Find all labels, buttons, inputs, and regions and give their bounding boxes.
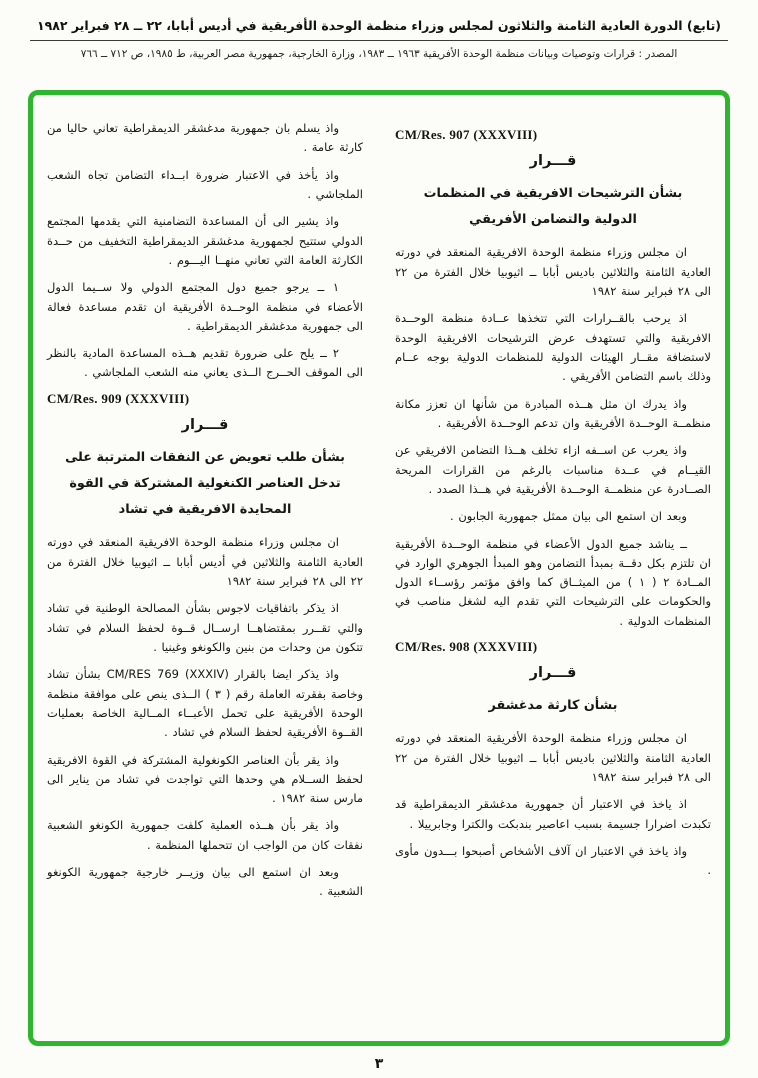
res-908-number: CM/Res. 908 (XXXVIII) bbox=[395, 639, 538, 655]
page-number: ٣ bbox=[374, 1056, 384, 1072]
paragraph: ان مجلس وزراء منظمة الوحدة الافريقية المنعقد في دورته العادية الثامنة والثلاثين في أديس أبابا ــ اثيوبيا خلال الفترة من ٢٢ الى ٢٨ فبراير سنة ١٩٨٢ bbox=[47, 535, 363, 589]
paragraph: ــ يناشد جميع الدول الأعضاء في منظمة الوحــدة الأفريقية ان تلتزم بكل دقــة بمبدأ التضامن وهو المبدأ الجوهري الوارد في المــادة ٢ ( ١ ) من الميثــاق كما وافق مؤتمر رؤســاء الدول والحكومات على الترشيحات التي تقدم اليه لشغل مناصب في المنظمات الدولية . bbox=[395, 536, 711, 628]
res-909-subject: بشأن طلب تعويض عن النفقات المترتبة على تدخل العناصر الكنغولية المشتركة في القوة المحايدة الافريقية في تشاد bbox=[65, 449, 345, 518]
res-907-subject: بشأن الترشيحات الافريقية في المنظمات الدولية والتضامن الأفريقي bbox=[423, 186, 683, 228]
paragraph: واذ يذكر ايضا بالقرار CM/RES 769 (XXXIV) بشأن تشاد وخاصة بفقرته العاملة رقم ( ٣ ) الــذى ينص على موافقة منظمة الوحدة الأفريقية على تحمل الأعبــاء المــالية الخاصة بعمليات القــوة الأفريقية لحفظ السلام في تشاد . bbox=[47, 667, 364, 740]
left-column bbox=[47, 119, 363, 1027]
res-909-number: CM/Res. 909 (XXXVIII) bbox=[47, 390, 190, 406]
paragraph: واذ يعرب عن اســفه ازاء تخلف هــذا التضامن الافريقي عن القيــام في عــدة مناسبات بالرغم من القرارات المريحة الصــادرة عن منظمــة الوحــدة الأفريقية في هــذا الصدد . bbox=[395, 443, 711, 496]
paragraph: واذ يشير الى أن المساعدة التضامنية التي يقدمها المجتمع الدولي ستتيح لجمهورية مدغشقر الديمقراطية التخفيف من حــدة الكارثة العامة التي تعاني منهــا اليـــوم . bbox=[47, 214, 363, 267]
paragraph: ان مجلس وزراء منظمة الوحدة الافريقية المنعقد في دورته العادية الثامنة والثلاثين باديس أبابا ــ اثيوبيا خلال الفترة من ٢٢ الى ٢٨ فبراير سنة ١٩٨٢ bbox=[395, 245, 711, 299]
res-909-heading: قـــرار bbox=[181, 416, 229, 433]
res-908-subject: بشأن كارثة مدغشقر bbox=[488, 698, 618, 714]
header-title: (تابع) الدورة العادية الثامنة والثلاثون لمجلس وزراء منظمة الوحدة الأفريقية في أديس أبابا، ٢٢ ــ ٢٨ فبراير ١٩٨٢ bbox=[37, 18, 721, 33]
paragraph: اذ يذكر باتفاقيات لاجوس بشأن المصالحة الوطنية في تشاد والتي تقــرر بمقتضاهــا ارســال قــوة لحفظ السلام في تشاد تتكون من وحدات من بنين والكونغو وغينيا . bbox=[47, 601, 363, 654]
paragraph: اذ يرحب بالقــرارات التي تتخذها عــادة منظمة الوحــدة الافريقية والتي تستهدف عرض الترشيحات الافريقية الوحدة لاستضافة مقــار الهيئات الدولية للمنظمات الدولية بوجه عــام وذلك باسم التضامن الأفريقي . bbox=[395, 311, 711, 384]
header-source: المصدر : قرارات وتوصيات وبيانات منظمة الوحدة الأفريقية ١٩٦٣ ــ ١٩٨٣، وزارة الخارجية، جمهورية مصر العربية، ط ١٩٨٥، ص ٧١٢ ــ ٧٦٦ bbox=[80, 48, 678, 60]
page-header bbox=[0, 0, 758, 63]
res-907-number: CM/Res. 907 (XXXVIII) bbox=[395, 127, 538, 142]
text-columns bbox=[47, 119, 711, 1027]
header-divider bbox=[30, 40, 728, 41]
right-column bbox=[395, 119, 711, 1027]
paragraph: واذ يسلم بان جمهورية مدغشقر الديمقراطية تعاني حاليا من كارثة عامة . bbox=[47, 121, 363, 155]
paragraph: ان مجلس وزراء منظمة الوحدة الأفريقية المنعقد في دورته العادية الثامنة والثلاثين باديس أبابا ــ اثيوبيا خلال الفترة من ٢٢ الى ٢٨ فبراير سنة ١٩٨٢ bbox=[395, 731, 711, 784]
paragraph: واذ يأخذ في الاعتبار ضرورة ابــداء التضامن تجاه الشعب الملجاشي . bbox=[47, 167, 363, 201]
res-908-heading: قـــرار bbox=[529, 665, 577, 682]
paragraph: واذ يقر بأن العناصر الكونغولية المشتركة في القوة الافريقية لحفظ الســلام هي وحدها التي تواجدت في تشاد من يناير الى مارس سنة ١٩٨٢ . bbox=[47, 752, 363, 806]
paragraph: اذ ياخذ في الاعتبار أن جمهورية مدغشقر الديمقراطية قد تكبدت اضرارا جسيمة بسبب اعاصير بندبكت والكترا وجابرييلا . bbox=[395, 797, 711, 831]
paragraph: واذ ياخذ في الاعتبار ان آلاف الأشخاص أصبحوا بـــدون مأوى . bbox=[395, 843, 711, 878]
paragraph: وبعد ان استمع الى بيان ممثل جمهورية الجابون . bbox=[450, 509, 687, 524]
green-frame bbox=[28, 90, 730, 1046]
paragraph: ١ ــ يرجو جميع دول المجتمع الدولي ولا ســيما الدول الأعضاء في منظمة الوحــدة الأفريقية ان تقدم مساعدة فعالة الى جمهورية مدغشقر الديمقراطية . bbox=[47, 280, 363, 333]
res-907-heading: قـــرار bbox=[529, 153, 577, 169]
paragraph: واذ يدرك ان مثل هــذه المبادرة من شأنها ان تعزز مكانة منظمــة الوحــدة الأفريقية وان تدعم الوحــدة الأفريقية . bbox=[395, 396, 711, 430]
paragraph: ٢ ــ يلح على ضرورة تقديم هــذه المساعدة المادية بالنظر الى الموقف الحــرج الــذى يعاني منه الشعب الملجاشي . bbox=[47, 346, 363, 380]
paragraph: وبعد ان استمع الى بيان وزيــر خارجية جمهورية الكونغو الشعبية . bbox=[47, 865, 363, 899]
paragraph: واذ يقر بأن هــذه العملية كلفت جمهورية الكونغو الشعبية نفقات كان من الواجب ان تتحملها المنظمة . bbox=[47, 818, 363, 852]
